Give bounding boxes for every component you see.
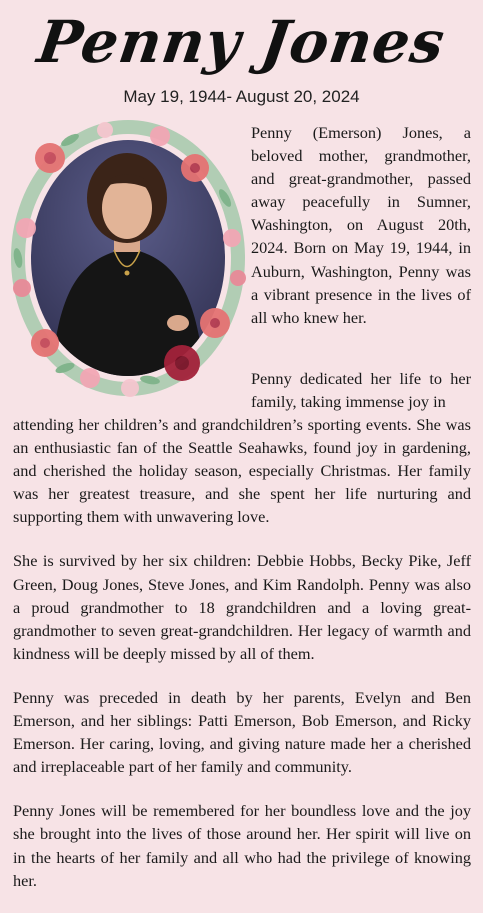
paragraph-remembered: Penny Jones will be remembered for her boundless love and the joy she brought into the lives of those around her. Her spirit will live on in the hearts of her family and all who had the privilege of knowing her. [13,801,471,890]
paragraph-family: attending her children’s and grandchildren’s sporting events. She was an enthusiastic fan of the Seattle Seahawks, found joy in gardening, and cherished the holiday season, especially Christmas. Her family was her greatest treasure, and she spent her life nurturing and supporting them with unwavering love. [13,415,471,527]
paragraph-survivors: She is survived by her six children: Debbie Hobbs, Becky Pike, Jeff Green, Doug Jones, Steve Jones, and Kim Randolph. Penny was also a proud grandmother to 18 grandchildren and a loving great-grandmother to seven great-grandchildren. Her legacy of warmth and kindness will be deeply missed by all of them. [13,551,471,663]
portrait-photo-floral-wreath-icon [10,118,246,398]
life-dates: May 19, 1944- August 20, 2024 [123,87,360,106]
paragraph-intro: Penny (Emerson) Jones, a beloved mother, grandmother, and great-grandmother, passed away peacefully in Sumner, Washington, on August 20th, 2024. Born on May 19, 1944, in Auburn, Washington, Penny was a vibrant presence in the lives of all who knew her. [251,123,471,327]
paragraph-family-start: Penny dedicated her life to her family, taking immense joy in [251,369,471,412]
obituary-name-title: Penny Jones [33,8,450,76]
obituary-body [13,413,471,913]
paragraph-preceded: Penny was preceded in death by her parents, Evelyn and Ben Emerson, and her siblings: Patti Emerson, Bob Emerson, and Ricky Emerson. Her caring, loving, and giving nature made her a cherished and irreplaceable part of her family and community. [13,687,471,777]
